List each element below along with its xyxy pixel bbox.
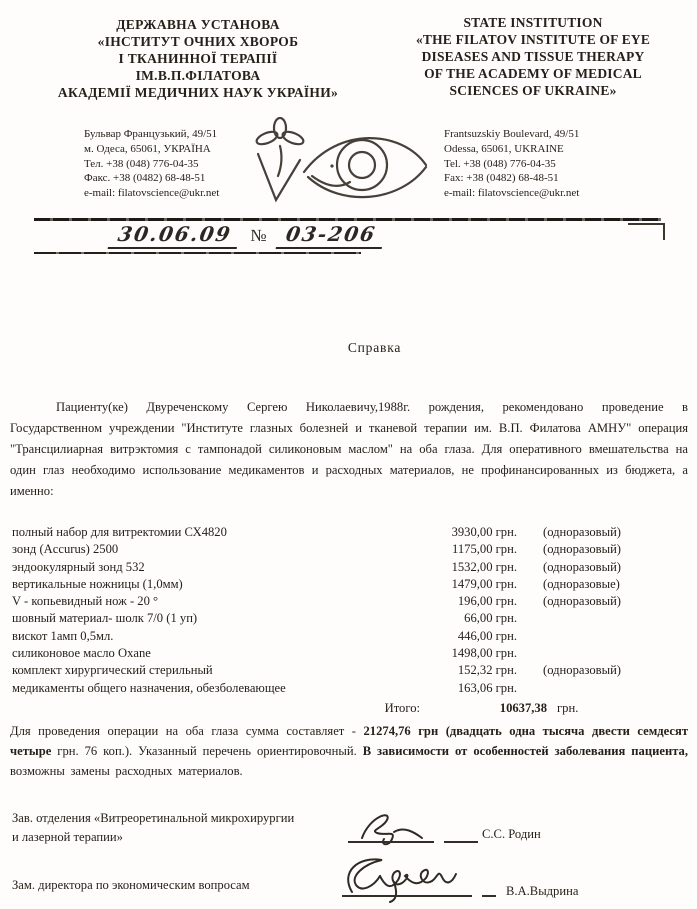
total-label: Итого:	[384, 700, 420, 715]
item-row	[12, 577, 688, 594]
item-row	[12, 542, 688, 559]
item-row	[12, 663, 688, 680]
address-line: Fax: +38 (0482) 68-48-51	[444, 172, 559, 185]
items-list	[12, 525, 688, 716]
org-name-line: «ІНСТИТУТ ОЧНИХ ХВОРОБ	[97, 34, 299, 49]
item-price: 1532,00 грн.	[451, 559, 517, 574]
item-price: 196,00 грн.	[457, 594, 517, 609]
address-line: Факс. +38 (0482) 68-48-51	[84, 172, 206, 185]
item-note: (одноразовый)	[543, 559, 621, 574]
item-price: 446,00 грн.	[457, 628, 517, 643]
item-note: (одноразовый)	[543, 525, 621, 539]
signature-role-line: Зав. отделения «Витреоретинальной микрохирургии	[12, 811, 295, 825]
item-row	[12, 611, 688, 628]
item-price: 1479,00 грн.	[451, 576, 517, 591]
item-note: (одноразовый)	[543, 663, 621, 678]
org-name-line: DISEASES AND TISSUE THERAPY	[421, 49, 645, 64]
signature-role-head-of-department	[12, 809, 342, 847]
address-line: Тел. +38 (048) 776-04-35	[84, 157, 199, 170]
address-line: Odessa, 65061, UKRAINE	[444, 142, 564, 155]
signature-line	[348, 841, 434, 843]
item-row	[12, 681, 688, 698]
org-name-line: АКАДЕМІЇ МЕДИЧНИХ НАУК УКРАЇНИ»	[57, 85, 339, 100]
date-underline-rule	[34, 252, 361, 254]
item-price: 1175,00 грн.	[452, 542, 517, 557]
corner-mark	[628, 223, 665, 240]
signature-line	[444, 841, 478, 843]
item-name: медикаменты общего назначения, обезболевающее	[12, 680, 286, 695]
doc-title: Справка	[347, 340, 402, 355]
item-price: 1498,00 грн.	[451, 646, 517, 661]
org-name-line: І ТКАНИННОЇ ТЕРАПІЇ	[118, 51, 278, 66]
org-name-ukrainian	[36, 16, 360, 101]
item-row	[12, 646, 688, 663]
total-currency: грн.	[557, 700, 579, 715]
item-row	[12, 560, 688, 577]
address-line: Tel. +38 (048) 776-04-35	[444, 157, 556, 170]
org-name-line: «THE FILATOV INSTITUTE OF EYE	[415, 32, 651, 47]
item-name: эндоокулярный зонд 532	[12, 559, 145, 574]
summary-paragraph	[10, 721, 688, 781]
signature-role-line: Зам. директора по экономическим вопросам	[12, 878, 250, 892]
item-note: (одноразовые)	[543, 576, 620, 591]
address-line: м. Одеса, 65061, УКРАЇНА	[84, 142, 211, 155]
filatov-eye-logo-icon	[250, 116, 432, 214]
signature-scribble-icon	[338, 852, 478, 909]
summary-text: Для проведения операции на оба глаза сумма составляет -	[10, 724, 364, 738]
date-number-line	[110, 222, 410, 249]
address-line: Бульвар Французький, 49/51	[84, 128, 218, 140]
item-name: вискот 1амп 0,5мл.	[12, 628, 114, 643]
signature-scribble-icon	[356, 808, 436, 851]
org-name-line: OF THE ACADEMY OF MEDICAL	[424, 66, 642, 81]
doc-number: 03-206	[275, 222, 386, 249]
total-row	[12, 701, 688, 716]
address-line: e-mail: filatovscience@ukr.net	[84, 187, 220, 200]
signature-name: В.А.Выдрина	[506, 884, 579, 898]
signature-line	[482, 895, 496, 897]
item-note: (одноразовый)	[543, 542, 621, 557]
item-name: вертикальные ножницы (1,0мм)	[12, 576, 183, 591]
signature-role-line: и лазерной терапии»	[12, 830, 123, 844]
item-price: 66,00 грн.	[464, 611, 517, 626]
summary-text: грн. 76 коп.). Указанный перечень ориентировочный.	[51, 744, 363, 758]
org-name-english	[382, 14, 684, 99]
item-name: V - копьевидный нож - 20 °	[12, 594, 159, 609]
signature-name: С.С. Родин	[482, 827, 541, 841]
item-name: силиконовое масло Oxane	[12, 646, 151, 661]
address-line: Frantsuzskiy Boulevard, 49/51	[444, 128, 580, 140]
item-name: шовный материал- шолк 7/0 (1 уп)	[12, 611, 198, 626]
item-name: комплект хирургический стерильный	[12, 663, 213, 678]
org-name-line: STATE INSTITUTION	[463, 15, 603, 30]
letterhead-rule	[34, 218, 661, 221]
item-name: полный набор для витректомии СХ4820	[12, 525, 227, 539]
item-price: 3930,00 грн.	[451, 525, 517, 539]
item-note: (одноразовый)	[543, 594, 621, 609]
date-value: 30.06.09	[108, 222, 242, 249]
item-row	[12, 594, 688, 611]
org-name-line: ДЕРЖАВНА УСТАНОВА	[116, 17, 280, 32]
org-name-line: ІМ.В.П.ФІЛАТОВА	[135, 68, 261, 83]
intro-paragraph: Пациенту(ке) Двуреченскому Сергею Николаевичу,1988г. рождения, рекомендовано проведение в Государственном учреждении "Институте глазных болезней и тканевой терапии им. В.П. Филатова АМНУ" операция "Трансцилиарная витрэктомия с тампонадой силиконовым маслом" на оба глаза. Для оперативного вмешательства на один глаз необходимо использование медикаментов и расходных материалов, не профинансированных из бюджета, а именно:	[10, 400, 688, 498]
summary-note-bold: В зависимости от особенностей заболевания пациента,	[362, 744, 688, 758]
summary-text: возможны замены расходных материалов.	[10, 764, 243, 778]
total-amount: 10637,38	[499, 700, 547, 715]
signature-role-deputy-director	[12, 876, 352, 895]
org-name-line: SCIENCES OF UKRAINE»	[449, 83, 617, 98]
address-english	[444, 127, 579, 201]
address-line: e-mail: filatovscience@ukr.net	[444, 187, 580, 200]
summary-total-bold: 21274,76 грн (двадцать одна тысяча двести семдесят четыре	[10, 724, 688, 758]
item-name: зонд (Accurus) 2500	[12, 542, 119, 557]
item-price: 152,32 грн.	[457, 663, 517, 678]
item-row	[12, 525, 688, 542]
signature-line	[342, 895, 472, 897]
address-ukrainian	[84, 127, 219, 201]
item-row	[12, 629, 688, 646]
number-sign: №	[250, 226, 267, 245]
item-price: 163,06 грн.	[457, 680, 517, 695]
